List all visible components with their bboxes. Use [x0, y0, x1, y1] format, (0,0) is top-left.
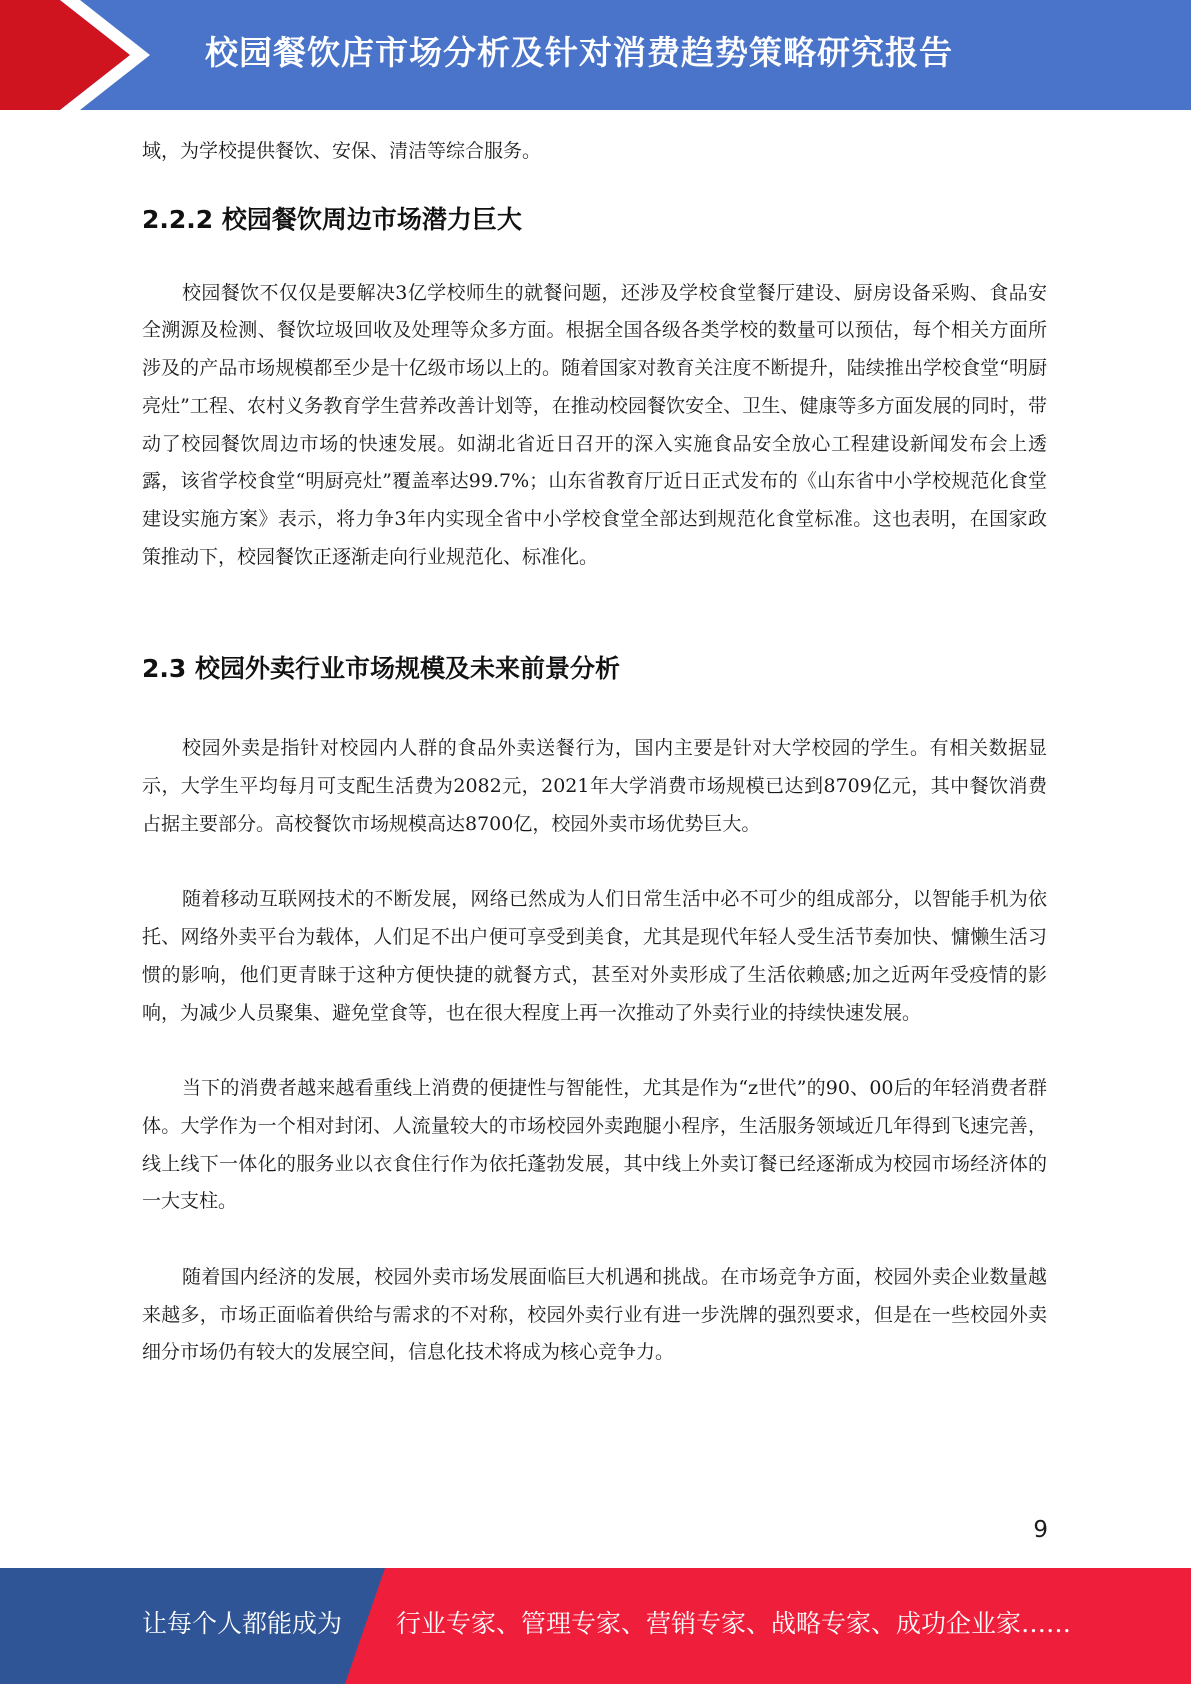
- header-chevron-decoration: [0, 0, 160, 110]
- section-2-3-paragraph-4: 随着国内经济的发展，校园外卖市场发展面临巨大机遇和挑战。在市场竞争方面，校园外卖企业数量越来越多，市场正面临着供给与需求的不对称，校园外卖行业有进一步洗牌的强烈要求，但是在一些校园外卖细分市场仍有较大的发展空间，信息化技术将成为核心竞争力。: [142, 1266, 1047, 1364]
- footer-slogan-left: 让每个人都能成为: [142, 1609, 343, 1638]
- section-2-3-paragraph-3: 当下的消费者越来越看重线上消费的便捷性与智能性，尤其是作为“z世代”的90、00后的年轻消费者群体。大学作为一个相对封闭、人流量较大的市场校园外卖跑腿小程序，生活服务领域近几年得到飞速完善，线上线下一体化的服务业以衣食住行作为依托蓬勃发展，其中线上外卖订餐已经逐渐成为校园市场经济体的一大支柱。: [142, 1077, 1047, 1213]
- page-footer: [0, 1568, 1191, 1684]
- intro-continuation: 域，为学校提供餐饮、安保、清洁等综合服务。: [142, 140, 542, 162]
- footer-slogan-right: 行业专家、管理专家、营销专家、战略专家、成功企业家……: [396, 1609, 1072, 1638]
- section-2-2-2-heading: 2.2.2 校园餐饮周边市场潜力巨大: [142, 204, 522, 234]
- page-header: [0, 0, 1191, 110]
- report-title: 校园餐饮店市场分析及针对消费趋势策略研究报告: [205, 33, 953, 72]
- section-2-3-paragraph-1: 校园外卖是指针对校园内人群的食品外卖送餐行为，国内主要是针对大学校园的学生。有相关数据显示，大学生平均每月可支配生活费为2082元，2021年大学消费市场规模已达到8709亿元，其中餐饮消费占据主要部分。高校餐饮市场规模高达8700亿，校园外卖市场优势巨大。: [142, 737, 1047, 835]
- page-number: 9: [1033, 1517, 1048, 1543]
- document-body: [142, 133, 1047, 1372]
- section-2-3-heading: 2.3 校园外卖行业市场规模及未来前景分析: [142, 654, 620, 684]
- section-2-3-paragraph-2: 随着移动互联网技术的不断发展，网络已然成为人们日常生活中必不可少的组成部分，以智能手机为依托、网络外卖平台为载体，人们足不出户便可享受到美食，尤其是现代年轻人受生活节奏加快、慵懒生活习惯的影响，他们更青睐于这种方便快捷的就餐方式，甚至对外卖形成了生活依赖感;加之近两年受疫情的影响，为减少人员聚集、避免堂食等，也在很大程度上再一次推动了外卖行业的持续快速发展。: [142, 888, 1047, 1024]
- section-2-2-2-paragraph: 校园餐饮不仅仅是要解决3亿学校师生的就餐问题，还涉及学校食堂餐厅建设、厨房设备采购、食品安全溯源及检测、餐饮垃圾回收及处理等众多方面。根据全国各级各类学校的数量可以预估，每个相关方面所涉及的产品市场规模都至少是十亿级市场以上的。随着国家对教育关注度不断提升，陆续推出学校食堂“明厨亮灶”工程、农村义务教育学生营养改善计划等，在推动校园餐饮安全、卫生、健康等多方面发展的同时，带动了校园餐饮周边市场的快速发展。如湖北省近日召开的深入实施食品安全放心工程建设新闻发布会上透露，该省学校食堂“明厨亮灶”覆盖率达99.7%；山东省教育厅近日正式发布的《山东省中小学校规范化食堂建设实施方案》表示，将力争3年内实现全省中小学校食堂全部达到规范化食堂标准。这也表明，在国家政策推动下，校园餐饮正逐渐走向行业规范化、标准化。: [142, 281, 1047, 568]
